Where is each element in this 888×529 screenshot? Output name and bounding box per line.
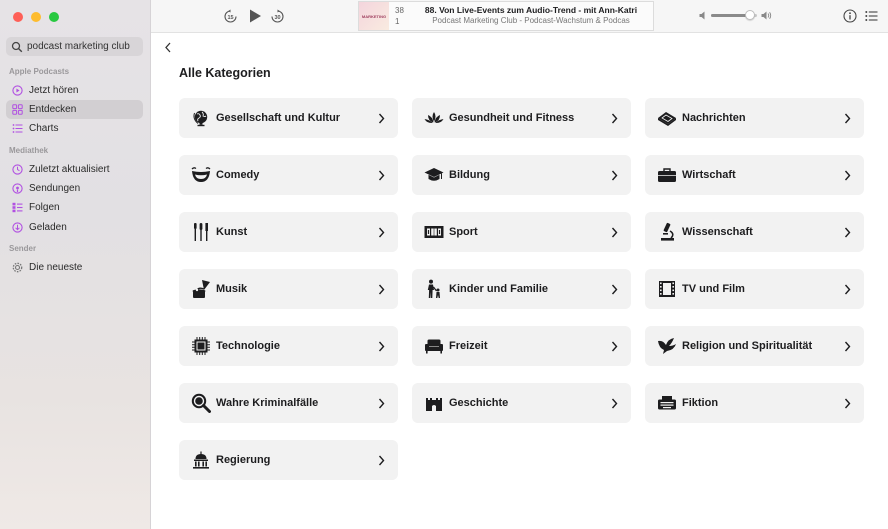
category-sports[interactable] <box>412 212 631 252</box>
info-icon[interactable] <box>843 9 857 23</box>
category-label: Bildung <box>449 169 490 181</box>
category-business[interactable] <box>645 155 864 195</box>
chevron-right-icon <box>611 341 621 352</box>
artwork-label: MARKETING <box>361 13 387 19</box>
sidebar-item-label: Entdecken <box>29 104 77 115</box>
category-music[interactable] <box>179 269 398 309</box>
scoreboard-icon <box>424 222 444 242</box>
volume-slider[interactable] <box>711 14 757 17</box>
episode-info <box>409 2 653 30</box>
capitol-icon <box>191 450 211 470</box>
episode-title: 88. Von Live-Events zum Audio-Trend - mit Ann-Katri <box>424 5 638 15</box>
episodes-icon <box>12 202 23 213</box>
episode-artwork <box>359 2 389 30</box>
smile-icon <box>191 165 211 185</box>
category-label: Gesundheit und Fitness <box>449 112 575 124</box>
sidebar-item-episodes[interactable] <box>6 198 143 217</box>
sidebar-item-label: Geladen <box>29 222 67 233</box>
chevron-right-icon <box>378 398 388 409</box>
briefcase-icon <box>657 165 677 185</box>
volume-knob[interactable] <box>745 10 755 20</box>
category-label: Kunst <box>216 226 248 238</box>
sidebar-item-recently-updated[interactable] <box>6 160 143 179</box>
category-news[interactable] <box>645 98 864 138</box>
search-icon <box>11 41 23 53</box>
chevron-right-icon <box>844 113 854 124</box>
podcast-icon <box>12 183 23 194</box>
category-label: Fiktion <box>682 397 719 409</box>
category-label: Comedy <box>216 169 260 181</box>
chevron-right-icon <box>844 398 854 409</box>
category-comedy[interactable] <box>179 155 398 195</box>
section-apple-podcasts: Apple Podcasts <box>9 67 70 76</box>
sidebar-item-label: Die neueste <box>29 262 83 273</box>
lotus-icon <box>424 108 444 128</box>
sidebar-item-browse[interactable] <box>6 100 143 119</box>
magnifier-icon <box>191 393 211 413</box>
volume-high-icon <box>761 11 772 20</box>
category-society-culture[interactable] <box>179 98 398 138</box>
gear-icon <box>12 262 23 273</box>
chevron-right-icon <box>378 455 388 466</box>
now-playing[interactable] <box>358 1 654 31</box>
category-label: Geschichte <box>449 397 509 409</box>
category-arts[interactable] <box>179 212 398 252</box>
zoom-window-button[interactable] <box>49 12 59 22</box>
category-label: TV und Film <box>682 283 745 295</box>
chevron-right-icon <box>844 341 854 352</box>
category-label: Wissenschaft <box>682 226 753 238</box>
sidebar-item-downloaded[interactable] <box>6 218 143 237</box>
sidebar-item-label: Jetzt hören <box>29 85 79 96</box>
chevron-right-icon <box>378 170 388 181</box>
chevron-right-icon <box>611 227 621 238</box>
section-stations: Sender <box>9 244 37 253</box>
chevron-right-icon <box>844 170 854 181</box>
download-icon <box>12 222 23 233</box>
graduation-cap-icon <box>424 165 444 185</box>
skip-forward-icon[interactable] <box>270 9 285 24</box>
category-label: Gesellschaft und Kultur <box>216 112 341 124</box>
chevron-right-icon <box>844 284 854 295</box>
category-label: Kinder und Familie <box>449 283 549 295</box>
chevron-right-icon <box>844 227 854 238</box>
sidebar-item-label: Charts <box>29 123 59 134</box>
category-government[interactable] <box>179 440 398 480</box>
chevron-right-icon <box>611 398 621 409</box>
volume-control <box>699 11 772 20</box>
category-true-crime[interactable] <box>179 383 398 423</box>
search-field[interactable] <box>6 37 143 56</box>
category-label: Freizeit <box>449 340 488 352</box>
skip-forward-label: 30 <box>274 15 281 21</box>
sidebar-item-shows[interactable] <box>6 179 143 198</box>
category-label: Wahre Kriminalfälle <box>216 397 319 409</box>
chevron-right-icon <box>611 284 621 295</box>
queue-list-icon[interactable] <box>865 10 878 22</box>
family-icon <box>424 279 444 299</box>
podcast-subtitle: Podcast Marketing Club - Podcast-Wachstum & Podcas <box>432 16 630 25</box>
microscope-icon <box>657 222 677 242</box>
film-icon <box>657 279 677 299</box>
globe-icon <box>191 108 211 128</box>
page-title: Alle Kategorien <box>179 66 271 80</box>
chevron-right-icon <box>378 341 388 352</box>
category-technology[interactable] <box>179 326 398 366</box>
castle-icon <box>424 393 444 413</box>
category-science[interactable] <box>645 212 864 252</box>
chevron-right-icon <box>378 284 388 295</box>
category-fiction[interactable] <box>645 383 864 423</box>
chevron-right-icon <box>378 227 388 238</box>
episode-number-line1: 38 <box>395 6 404 15</box>
sidebar-item-label: Zuletzt aktualisiert <box>29 164 110 175</box>
category-label: Wirtschaft <box>682 169 736 181</box>
play-circle-icon <box>12 85 23 96</box>
grid-icon <box>12 104 23 115</box>
episode-number <box>389 2 409 30</box>
category-label: Sport <box>449 226 478 238</box>
play-icon[interactable] <box>247 8 263 24</box>
search-input[interactable] <box>27 41 131 52</box>
brushes-icon <box>191 222 211 242</box>
gramophone-icon <box>191 279 211 299</box>
category-education[interactable] <box>412 155 631 195</box>
category-label: Nachrichten <box>682 112 746 124</box>
section-library: Mediathek <box>9 146 49 155</box>
category-label: Musik <box>216 283 248 295</box>
chevron-left-icon <box>164 42 172 53</box>
category-label: Religion und Spiritualität <box>682 340 813 352</box>
chip-icon <box>191 336 211 356</box>
sidebar-item-label: Folgen <box>29 202 60 213</box>
category-label: Technologie <box>216 340 280 352</box>
chevron-right-icon <box>611 170 621 181</box>
sidebar-item-newest[interactable] <box>6 258 143 277</box>
skip-back-icon[interactable] <box>223 9 238 24</box>
category-leisure[interactable] <box>412 326 631 366</box>
category-history[interactable] <box>412 383 631 423</box>
category-kids-family[interactable] <box>412 269 631 309</box>
sidebar-item-charts[interactable] <box>6 119 143 138</box>
window-controls <box>13 12 59 22</box>
dove-icon <box>657 336 677 356</box>
player-bar <box>151 0 888 33</box>
episode-number-line2: 1 <box>395 17 400 26</box>
chevron-right-icon <box>611 113 621 124</box>
typewriter-icon <box>657 393 677 413</box>
skip-back-label: 15 <box>227 15 234 21</box>
minimize-window-button[interactable] <box>31 12 41 22</box>
sidebar <box>0 0 151 529</box>
sofa-icon <box>424 336 444 356</box>
category-tv-film[interactable] <box>645 269 864 309</box>
list-icon <box>12 123 23 134</box>
category-label: Regierung <box>216 454 271 466</box>
sidebar-item-listen-now[interactable] <box>6 81 143 100</box>
volume-low-icon <box>699 11 707 20</box>
clock-icon <box>12 164 23 175</box>
back-button[interactable] <box>164 40 172 56</box>
newspaper-icon <box>657 108 677 128</box>
close-window-button[interactable] <box>13 12 23 22</box>
chevron-right-icon <box>378 113 388 124</box>
sidebar-item-label: Sendungen <box>29 183 81 194</box>
category-religion-spirituality[interactable] <box>645 326 864 366</box>
category-health-fitness[interactable] <box>412 98 631 138</box>
